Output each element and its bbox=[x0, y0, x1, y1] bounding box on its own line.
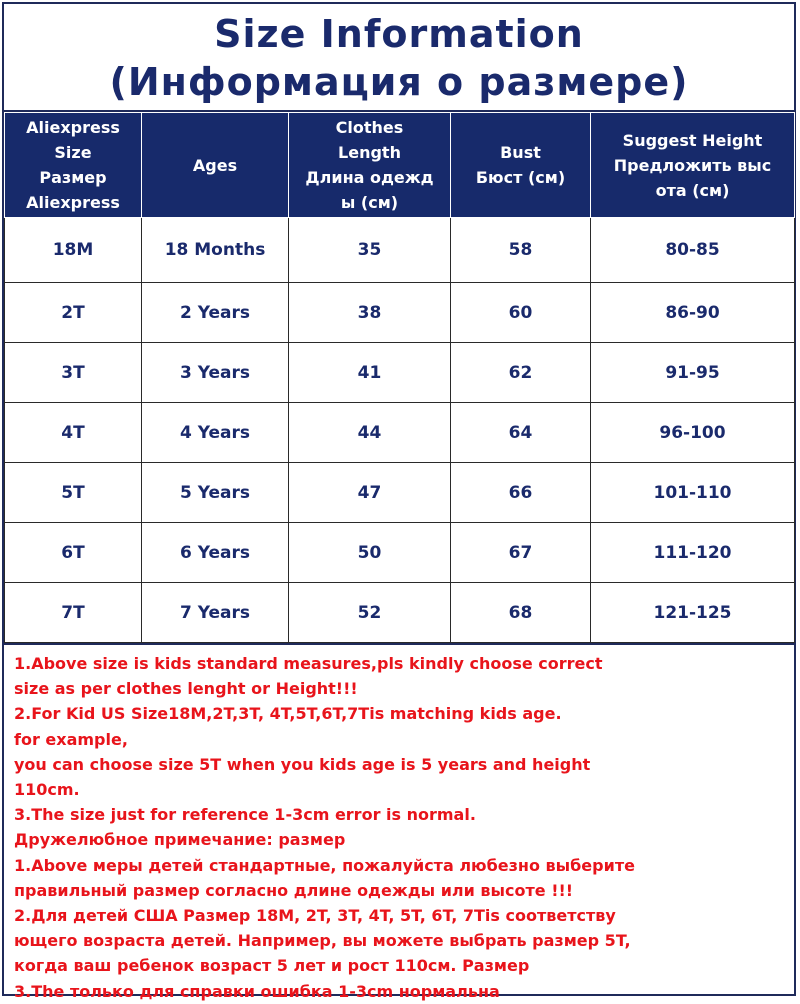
cell-bust: 60 bbox=[451, 283, 591, 343]
cell-age: 7 Years bbox=[142, 583, 289, 643]
cell-length: 52 bbox=[289, 583, 451, 643]
cell-age: 18 Months bbox=[142, 218, 289, 283]
cell-height: 121-125 bbox=[591, 583, 795, 643]
table-row bbox=[5, 583, 795, 643]
cell-height: 96-100 bbox=[591, 403, 795, 463]
cell-bust: 58 bbox=[451, 218, 591, 283]
note-line: Дружелюбное примечание: размер bbox=[14, 830, 346, 850]
cell-height: 91-95 bbox=[591, 343, 795, 403]
table-row bbox=[5, 218, 795, 283]
note-line: когда ваш ребенок возраст 5 лет и рост 110см. Размер bbox=[14, 956, 530, 976]
cell-size: 3T bbox=[5, 343, 142, 403]
cell-length: 41 bbox=[289, 343, 451, 403]
note-line: ющего возраста детей. Например, вы можете выбрать размер 5T, bbox=[14, 931, 631, 951]
note-line: 3.The size just for reference 1-3cm error is normal. bbox=[14, 805, 476, 825]
cell-age: 6 Years bbox=[142, 523, 289, 583]
table-row bbox=[5, 283, 795, 343]
page-title bbox=[4, 4, 794, 112]
cell-bust: 62 bbox=[451, 343, 591, 403]
table-row bbox=[5, 463, 795, 523]
size-chart bbox=[2, 2, 796, 1001]
note-line: 110cm. bbox=[14, 780, 80, 800]
title-line-2: (Информация о размере) bbox=[109, 60, 689, 104]
cell-length: 38 bbox=[289, 283, 451, 343]
cell-bust: 66 bbox=[451, 463, 591, 523]
table-row bbox=[5, 403, 795, 463]
note-line: 2.For Kid US Size18M,2T,3T, 4T,5T,6T,7Tis matching kids age. bbox=[14, 704, 562, 724]
note-line: size as per clothes lenght or Height!!! bbox=[14, 679, 358, 699]
cell-length: 47 bbox=[289, 463, 451, 523]
header-height: Suggest Height Предложить выс ота (см) bbox=[591, 113, 795, 218]
cell-size: 7T bbox=[5, 583, 142, 643]
cell-height: 86-90 bbox=[591, 283, 795, 343]
table-row bbox=[5, 343, 795, 403]
cell-length: 50 bbox=[289, 523, 451, 583]
cell-age: 5 Years bbox=[142, 463, 289, 523]
header-size: Aliexpress Size Размер Aliexpress bbox=[5, 113, 142, 218]
cell-bust: 64 bbox=[451, 403, 591, 463]
table-row bbox=[5, 523, 795, 583]
cell-age: 4 Years bbox=[142, 403, 289, 463]
cell-size: 4T bbox=[5, 403, 142, 463]
cell-size: 5T bbox=[5, 463, 142, 523]
cell-height: 111-120 bbox=[591, 523, 795, 583]
note-line: for example, bbox=[14, 729, 128, 749]
cell-length: 44 bbox=[289, 403, 451, 463]
note-line: 1.Above size is kids standard measures,pls kindly choose correct bbox=[14, 654, 603, 673]
cell-age: 2 Years bbox=[142, 283, 289, 343]
note-line: you can choose size 5T when you kids age is 5 years and height bbox=[14, 754, 591, 774]
cell-size: 2T bbox=[5, 283, 142, 343]
size-notes bbox=[4, 643, 794, 1004]
cell-size: 6T bbox=[5, 523, 142, 583]
cell-length: 35 bbox=[289, 218, 451, 283]
size-table bbox=[4, 112, 795, 643]
header-bust: Bust Бюст (см) bbox=[451, 113, 591, 218]
cell-height: 101-110 bbox=[591, 463, 795, 523]
note-line: правильный размер согласно длине одежды или высоте !!! bbox=[14, 880, 574, 900]
header-row bbox=[5, 113, 795, 218]
note-line: 1.Above меры детей стандартные, пожалуйста любезно выберите bbox=[14, 855, 635, 875]
note-line: 2.Для детей США Размер 18M, 2T, 3T, 4T, 5T, 6T, 7Tis соответству bbox=[14, 906, 616, 926]
title-line-1: Size Information bbox=[214, 12, 584, 56]
cell-bust: 67 bbox=[451, 523, 591, 583]
header-clothes-length: Clothes Length Длина одежд ы (см) bbox=[289, 113, 451, 218]
header-ages: Ages bbox=[142, 113, 289, 218]
note-line: 3.The только для справки ошибка 1-3cm нормальна bbox=[14, 981, 500, 1001]
cell-size: 18M bbox=[5, 218, 142, 283]
cell-bust: 68 bbox=[451, 583, 591, 643]
cell-age: 3 Years bbox=[142, 343, 289, 403]
cell-height: 80-85 bbox=[591, 218, 795, 283]
